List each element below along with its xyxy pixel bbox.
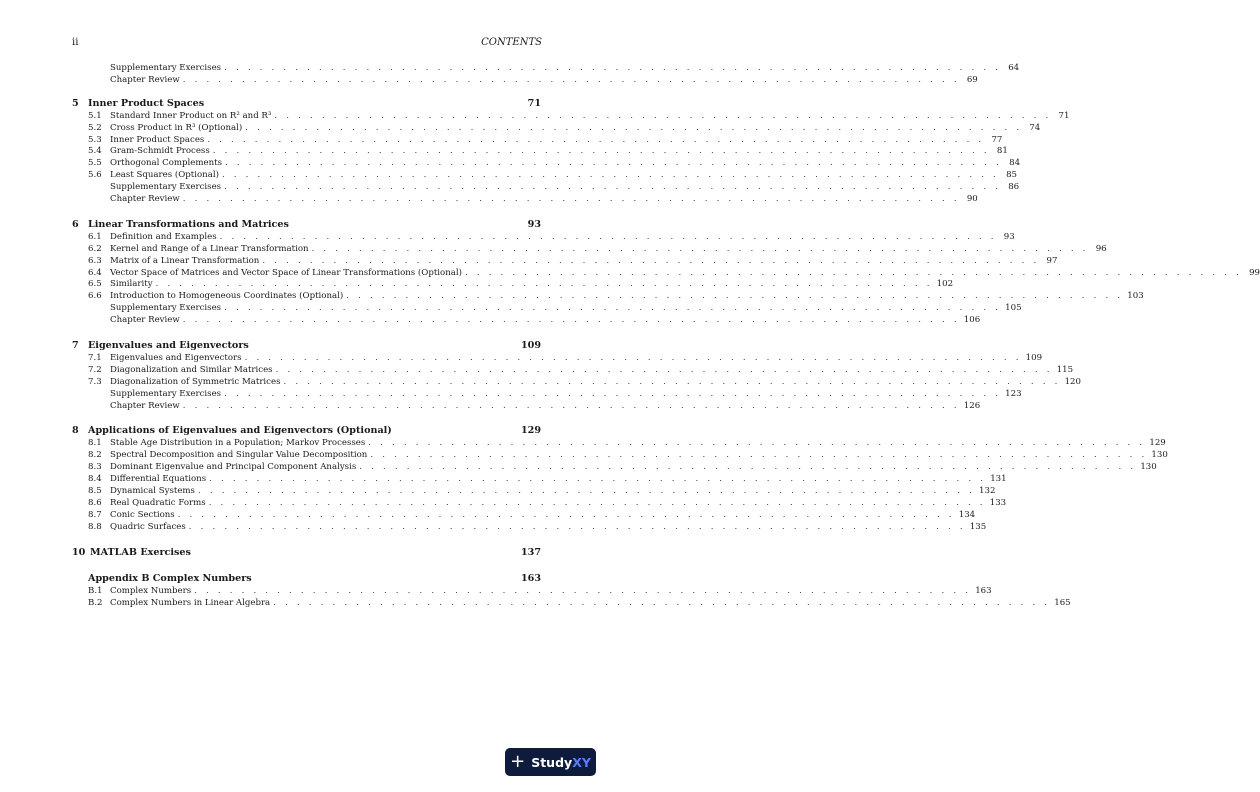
toc-entry[interactable]: [72, 364, 1074, 377]
entry-page: 105: [1005, 303, 1022, 314]
toc-chapter-8: [72, 424, 1168, 533]
chapter-page: 71: [527, 97, 541, 109]
toc-chapter-10: [72, 546, 541, 560]
entry-number: B.2: [88, 597, 103, 608]
entry-page: 97: [1046, 255, 1058, 266]
entry-number: 7.1: [88, 353, 102, 364]
entry-page: 99: [1249, 267, 1260, 278]
leader-dots: . . . . . . . . . . . . . . . . . . . . . . . . . . . . . . . . . . . . . . . . . . . . . . . . . . . . . . . . . . . . . . . . . .: [368, 438, 1146, 449]
toc-entry[interactable]: [72, 267, 1260, 280]
table-of-contents: [72, 63, 1260, 621]
toc-entry[interactable]: [72, 146, 1008, 158]
entry-title: Quadric Surfaces: [110, 521, 186, 532]
leader-dots: . . . . . . . . . . . . . . . . . . . . . . . . . . . . . . . . . . . . . . . . . . . . . . . . . . . . . . . . . . . . . . . . . .: [177, 509, 955, 520]
entry-title: Complex Numbers in Linear Algebra: [110, 597, 271, 608]
leader-dots: . . . . . . . . . . . . . . . . . . . . . . . . . . . . . . . . . . . . . . . . . . . . . . . . . . . . . . . . . . . . . . . . . .: [311, 243, 1089, 254]
entry-number: 7.3: [88, 376, 102, 387]
toc-entry[interactable]: [72, 74, 978, 87]
entry-number: 8.3: [88, 462, 102, 473]
entry-title: Cross Product in R³ (Optional): [110, 122, 243, 133]
toc-entry[interactable]: [72, 194, 978, 206]
entry-page: 81: [996, 146, 1008, 157]
chapter-heading[interactable]: [72, 424, 541, 438]
entry-page: 93: [1003, 231, 1015, 242]
plus-icon: +: [510, 751, 526, 772]
entry-page: 134: [958, 509, 976, 520]
entry-number: 6.4: [88, 267, 102, 278]
chapter-page: 109: [520, 340, 541, 352]
leader-dots: . . . . . . . . . . . . . . . . . . . . . . . . . . . . . . . . . . . . . . . . . . . . . . . . . . . . . . . . . . . . . . . . . .: [182, 315, 960, 326]
entry-page: 74: [1029, 122, 1041, 133]
entry-title: Similarity: [110, 279, 153, 290]
entry-number: 5.4: [88, 146, 102, 157]
toc-entry[interactable]: [72, 303, 1022, 315]
entry-page: 90: [966, 194, 978, 205]
toc-entry[interactable]: [72, 438, 1166, 450]
leader-dots: . . . . . . . . . . . . . . . . . . . . . . . . . . . . . . . . . . . . . . . . . . . . . . . . . . . . . . . . . . . . . . . . . .: [245, 122, 1023, 133]
entry-page: 123: [1005, 388, 1022, 399]
entry-title: Introduction to Homogeneous Coordinates (Optional): [110, 291, 344, 302]
entry-title: Chapter Review: [110, 74, 180, 85]
leader-dots: . . . . . . . . . . . . . . . . . . . . . . . . . . . . . . . . . . . . . . . . . . . . . . . . . . . . . . . . . . . . . . . . . .: [359, 462, 1137, 473]
toc-appendix-b: [72, 572, 1071, 610]
running-title: CONTENTS: [481, 37, 542, 48]
leader-dots: . . . . . . . . . . . . . . . . . . . . . . . . . . . . . . . . . . . . . . . . . . . . . . . . . . . . . . . . . . . . . . . . . .: [219, 231, 997, 242]
entry-number: 5.2: [88, 122, 102, 133]
leader-dots: . . . . . . . . . . . . . . . . . . . . . . . . . . . . . . . . . . . . . . . . . . . . . . . . . . . . . . . . . . . . . . . . . .: [208, 497, 986, 508]
entry-number: 5.1: [88, 110, 102, 121]
toc-entry[interactable]: [72, 388, 1022, 401]
page-header: [72, 37, 542, 51]
chapter-page: 137: [520, 546, 541, 558]
entry-page: 84: [1009, 158, 1021, 169]
entry-page: 126: [963, 400, 981, 411]
chapter-title: Eigenvalues and Eigenvectors: [88, 340, 249, 352]
leader-dots: . . . . . . . . . . . . . . . . . . . . . . . . . . . . . . . . . . . . . . . . . . . . . . . . . . . . . . . . . . . . . . . . . .: [274, 110, 1052, 121]
toc-entry[interactable]: [72, 597, 1071, 610]
entry-number: 6.2: [88, 243, 102, 254]
entry-number: 5.5: [88, 158, 102, 169]
entry-page: 103: [1127, 291, 1144, 302]
leader-dots: . . . . . . . . . . . . . . . . . . . . . . . . . . . . . . . . . . . . . . . . . . . . . . . . . . . . . . . . . . . . . . . . . .: [346, 291, 1124, 302]
leader-dots: . . . . . . . . . . . . . . . . . . . . . . . . . . . . . . . . . . . . . . . . . . . . . . . . . . . . . . . . . . . . . . . . . .: [224, 388, 1002, 399]
entry-page: 102: [936, 279, 954, 290]
entry-title: Eigenvalues and Eigenvectors: [110, 353, 242, 364]
entry-page: 163: [975, 585, 992, 596]
toc-entry[interactable]: [72, 243, 1107, 256]
toc-entry[interactable]: [72, 376, 1081, 389]
entry-page: 130: [1140, 462, 1157, 473]
leader-dots: . . . . . . . . . . . . . . . . . . . . . . . . . . . . . . . . . . . . . . . . . . . . . . . . . . . . . . . . . . . . . . . . . .: [182, 74, 960, 85]
toc-entry[interactable]: [72, 63, 1020, 75]
toc-continuation: [72, 63, 1020, 87]
toc-entry[interactable]: [72, 462, 1157, 474]
entry-number: 8.4: [88, 474, 102, 485]
toc-entry[interactable]: [72, 521, 987, 534]
entry-number: 8.2: [88, 450, 102, 461]
toc-entry[interactable]: [72, 255, 1058, 268]
entry-title: Dominant Eigenvalue and Principal Component Analysis: [110, 462, 357, 473]
toc-chapter-7: [72, 339, 1081, 412]
entry-page: 135: [969, 521, 987, 532]
entry-number: 5.6: [88, 170, 102, 181]
chapter-number: 6: [72, 218, 79, 230]
appendix-page: 163: [520, 572, 541, 584]
entry-title: Conic Sections: [110, 509, 175, 520]
toc-entry[interactable]: [72, 585, 992, 598]
toc-chapter-5: [72, 97, 1070, 206]
entry-title: Least Squares (Optional): [110, 170, 219, 181]
page-number: ii: [72, 37, 79, 48]
leader-dots: . . . . . . . . . . . . . . . . . . . . . . . . . . . . . . . . . . . . . . . . . . . . . . . . . . . . . . . . . . . . . . . . . .: [370, 450, 1148, 461]
leader-dots: . . . . . . . . . . . . . . . . . . . . . . . . . . . . . . . . . . . . . . . . . . . . . . . . . . . . . . . . . . . . . . . . . .: [225, 158, 1003, 169]
toc-entry[interactable]: [72, 182, 1020, 194]
entry-title: Chapter Review: [110, 194, 180, 205]
toc-entry[interactable]: [72, 158, 1021, 170]
entry-title: Matrix of a Linear Transformation: [110, 255, 260, 266]
chapter-title: Applications of Eigenvalues and Eigenvectors (Optional): [88, 425, 392, 437]
toc-entry[interactable]: [72, 134, 1003, 147]
entry-title: Inner Product Spaces: [110, 134, 205, 145]
entry-title: Diagonalization and Similar Matrices: [110, 364, 273, 375]
entry-page: 129: [1149, 438, 1166, 449]
toc-entry[interactable]: [72, 474, 1007, 486]
brand-main: Study: [531, 754, 573, 770]
entry-title: Supplementary Exercises: [110, 182, 222, 193]
toc-entry[interactable]: [72, 231, 1015, 244]
entry-number: 8.7: [88, 509, 102, 520]
entry-number: 6.3: [88, 255, 102, 266]
toc-chapter-6: [72, 218, 1260, 327]
chapter-title: Linear Transformations and Matrices: [88, 218, 289, 230]
entry-title: Definition and Examples: [110, 231, 217, 242]
entry-page: 131: [990, 474, 1007, 485]
leader-dots: . . . . . . . . . . . . . . . . . . . . . . . . . . . . . . . . . . . . . . . . . . . . . . . . . . . . . . . . . . . . . . . . . .: [212, 146, 990, 157]
leader-dots: . . . . . . . . . . . . . . . . . . . . . . . . . . . . . . . . . . . . . . . . . . . . . . . . . . . . . . . . . . . . . . . . . .: [224, 182, 1002, 193]
entry-title: Kernel and Range of a Linear Transformation: [110, 243, 309, 254]
entry-title: Vector Space of Matrices and Vector Space of Linear Transformations (Optional): [110, 267, 462, 278]
leader-dots: . . . . . . . . . . . . . . . . . . . . . . . . . . . . . . . . . . . . . . . . . . . . . . . . . . . . . . . . . . . . . . . . . .: [197, 486, 976, 497]
entry-title: Supplementary Exercises: [110, 388, 222, 399]
entry-title: Complex Numbers: [110, 585, 192, 596]
leader-dots: . . . . . . . . . . . . . . . . . . . . . . . . . . . . . . . . . . . . . . . . . . . . . . . . . . . . . . . . . . . . . . . . . .: [182, 400, 960, 411]
entry-title: Supplementary Exercises: [110, 63, 222, 73]
toc-entry[interactable]: [72, 353, 1043, 365]
leader-dots: . . . . . . . . . . . . . . . . . . . . . . . . . . . . . . . . . . . . . . . . . . . . . . . . . . . . . . . . . . . . . . . . . .: [188, 521, 966, 532]
chapter-number: 7: [72, 340, 79, 352]
toc-entry[interactable]: [72, 170, 1017, 182]
toc-entry[interactable]: [72, 122, 1041, 135]
entry-title: Chapter Review: [110, 400, 180, 411]
entry-number: 6.6: [88, 291, 102, 302]
appendix-heading[interactable]: [72, 572, 541, 586]
studyxy-badge[interactable]: [505, 748, 596, 776]
leader-dots: . . . . . . . . . . . . . . . . . . . . . . . . . . . . . . . . . . . . . . . . . . . . . . . . . . . . . . . . . . . . . . . . . .: [194, 585, 972, 596]
entry-number: 8.8: [88, 521, 102, 532]
entry-title: Dynamical Systems: [110, 486, 195, 497]
entry-number: 7.2: [88, 364, 102, 375]
entry-title: Diagonalization of Symmetric Matrices: [110, 376, 281, 387]
toc-entry[interactable]: [72, 110, 1070, 123]
entry-title: Standard Inner Product on R² and R³: [110, 110, 272, 121]
entry-number: 8.6: [88, 497, 102, 508]
entry-title: Spectral Decomposition and Singular Value Decomposition: [110, 450, 368, 461]
entry-page: 120: [1064, 376, 1081, 387]
entry-page: 132: [979, 486, 996, 497]
chapter-heading[interactable]: [72, 339, 541, 353]
chapter-heading[interactable]: [72, 218, 541, 232]
toc-entry[interactable]: [72, 450, 1168, 462]
entry-page: 106: [963, 315, 981, 326]
brand-accent: XY: [572, 754, 591, 770]
leader-dots: . . . . . . . . . . . . . . . . . . . . . . . . . . . . . . . . . . . . . . . . . . . . . . . . . . . . . . . . . . . . . . . . . .: [244, 353, 1022, 364]
toc-entry[interactable]: [72, 497, 1007, 510]
entry-page: 71: [1058, 110, 1070, 121]
leader-dots: . . . . . . . . . . . . . . . . . . . . . . . . . . . . . . . . . . . . . . . . . . . . . . . . . . . . . . . . . . . . . . . . . .: [224, 63, 1002, 73]
leader-dots: . . . . . . . . . . . . . . . . . . . . . . . . . . . . . . . . . . . . . . . . . . . . . . . . . . . . . . . . . . . . . . . . . .: [283, 376, 1061, 387]
entry-number: 8.1: [88, 438, 102, 449]
leader-dots: . . . . . . . . . . . . . . . . . . . . . . . . . . . . . . . . . . . . . . . . . . . . . . . . . . . . . . . . . . . . . . . . . .: [209, 474, 987, 485]
toc-entry[interactable]: [72, 279, 954, 291]
leader-dots: . . . . . . . . . . . . . . . . . . . . . . . . . . . . . . . . . . . . . . . . . . . . . . . . . . . . . . . . . . . . . . . . . .: [224, 303, 1002, 314]
chapter-number: 5: [72, 97, 79, 109]
leader-dots: . . . . . . . . . . . . . . . . . . . . . . . . . . . . . . . . . . . . . . . . . . . . . . . . . . . . . . . . . . . . . . . . . .: [464, 267, 1243, 278]
entry-number: 8.5: [88, 486, 102, 497]
leader-dots: . . . . . . . . . . . . . . . . . . . . . . . . . . . . . . . . . . . . . . . . . . . . . . . . . . . . . . . . . . . . . . . . . .: [262, 255, 1040, 266]
chapter-title: Inner Product Spaces: [88, 97, 205, 109]
entry-title: Orthogonal Complements: [110, 158, 222, 169]
entry-title: Chapter Review: [110, 315, 180, 326]
toc-entry[interactable]: [72, 400, 981, 413]
entry-page: 64: [1008, 63, 1020, 73]
chapter-title: MATLAB Exercises: [90, 546, 191, 558]
entry-title: Stable Age Distribution in a Population; Markov Processes: [110, 438, 366, 449]
leader-dots: . . . . . . . . . . . . . . . . . . . . . . . . . . . . . . . . . . . . . . . . . . . . . . . . . . . . . . . . . . . . . . . . . .: [207, 134, 985, 145]
leader-dots: . . . . . . . . . . . . . . . . . . . . . . . . . . . . . . . . . . . . . . . . . . . . . . . . . . . . . . . . . . . . . . . . . .: [273, 597, 1051, 608]
chapter-heading[interactable]: [72, 97, 541, 111]
toc-entry[interactable]: [72, 291, 1144, 303]
entry-title: Real Quadratic Forms: [110, 497, 206, 508]
chapter-number: 8: [72, 425, 79, 437]
leader-dots: . . . . . . . . . . . . . . . . . . . . . . . . . . . . . . . . . . . . . . . . . . . . . . . . . . . . . . . . . . . . . . . . . .: [221, 170, 999, 181]
toc-entry[interactable]: [72, 486, 996, 498]
toc-entry[interactable]: [72, 509, 976, 522]
entry-title: Differential Equations: [110, 474, 207, 485]
toc-entry[interactable]: [72, 315, 981, 327]
entry-page: 77: [991, 134, 1003, 145]
entry-page: 115: [1056, 364, 1074, 375]
leader-dots: . . . . . . . . . . . . . . . . . . . . . . . . . . . . . . . . . . . . . . . . . . . . . . . . . . . . . . . . . . . . . . . . . .: [275, 364, 1053, 375]
entry-number: 6.5: [88, 279, 102, 290]
entry-title: Gram-Schmidt Process: [110, 146, 210, 157]
entry-number: B.1: [88, 585, 103, 596]
chapter-page: 129: [520, 425, 541, 437]
leader-dots: . . . . . . . . . . . . . . . . . . . . . . . . . . . . . . . . . . . . . . . . . . . . . . . . . . . . . . . . . . . . . . . . . .: [155, 279, 933, 290]
entry-page: 96: [1095, 243, 1107, 254]
entry-page: 109: [1025, 353, 1043, 364]
entry-page: 69: [966, 74, 978, 85]
entry-title: Supplementary Exercises: [110, 303, 222, 314]
leader-dots: . . . . . . . . . . . . . . . . . . . . . . . . . . . . . . . . . . . . . . . . . . . . . . . . . . . . . . . . . . . . . . . . . .: [182, 194, 960, 205]
entry-page: 85: [1006, 170, 1017, 181]
entry-page: 86: [1008, 182, 1020, 193]
entry-page: 133: [989, 497, 1007, 508]
entry-page: 130: [1151, 450, 1168, 461]
entry-number: 5.3: [88, 134, 102, 145]
chapter-heading[interactable]: [72, 546, 541, 560]
chapter-number: 10: [72, 546, 86, 558]
chapter-page: 93: [527, 218, 541, 230]
entry-page: 165: [1054, 597, 1071, 608]
appendix-title: Appendix B Complex Numbers: [88, 572, 252, 584]
entry-number: 6.1: [88, 231, 102, 242]
